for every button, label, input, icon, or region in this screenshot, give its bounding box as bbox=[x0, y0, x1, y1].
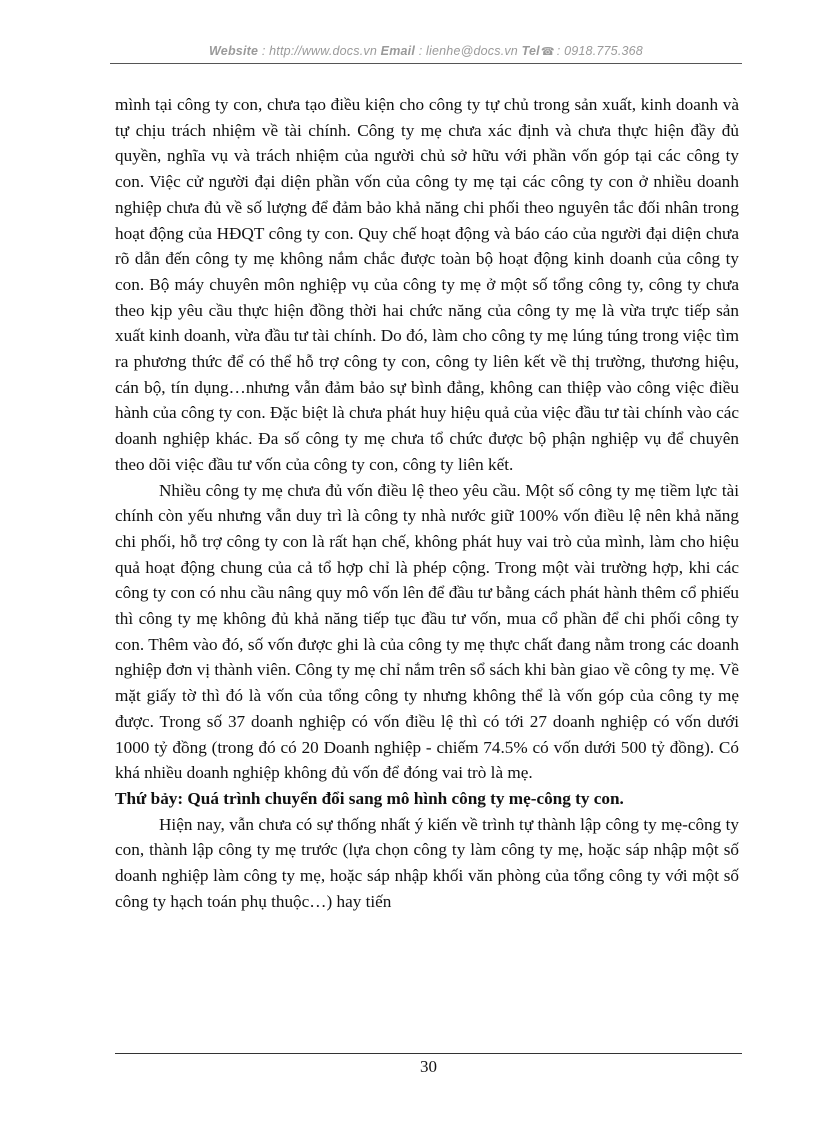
email-label: Email bbox=[380, 44, 416, 58]
footer-divider bbox=[115, 1053, 742, 1054]
section-heading: Thứ bảy: Quá trình chuyển đổi sang mô hình công ty mẹ-công ty con. bbox=[115, 788, 624, 808]
paragraph-continuation: mình tại công ty con, chưa tạo điều kiện cho công ty tự chủ trong sản xuất, kinh doanh và tự chịu trách nhiệm về tài chính. Công ty mẹ chưa xác định và chưa thực hiện đầy đủ quyền, nghĩa vụ và trách nhiệm của người chủ sở hữu với phần vốn góp tại các công ty con. Việc cử người đại diện phần vốn của công ty mẹ tại các công ty con ở nhiều doanh nghiệp chưa đủ về số lượng để đảm bảo khả năng chi phối theo nguyên tắc đối nhân trong hoạt động của HĐQT công ty con. Quy chế hoạt động và báo cáo của người đại diện chưa rõ dẫn đến công ty mẹ không nắm chắc được toàn bộ hoạt động kinh doanh của công ty con. Bộ máy chuyên môn nghiệp vụ của công ty mẹ ở một số tổng công ty, công ty chưa theo kịp yêu cầu thực hiện đồng thời hai chức năng của công ty mẹ là vừa trực tiếp sản xuất kinh doanh, vừa đầu tư tài chính. Do đó, làm cho công ty mẹ lúng túng trong việc tìm ra phương thức để có thể hỗ trợ công ty con, công ty liên kết về thị trường, thương hiệu, cán bộ, tín dụng…nhưng vẫn đảm bảo sự bình đẳng, không can thiệp vào công việc điều hành của công ty con. Đặc biệt là chưa phát huy hiệu quả của việc đầu tư tài chính vào các doanh nghiệp khác. Đa số công ty mẹ chưa tổ chức được bộ phận nghiệp vụ để chuyên theo dõi việc đầu tư vốn của công ty con, công ty liên kết. bbox=[115, 95, 739, 474]
email-value: : lienhe@docs.vn bbox=[415, 44, 522, 58]
tel-value: : 0918.775.368 bbox=[556, 44, 643, 58]
page-header bbox=[110, 44, 742, 58]
page-number: 30 bbox=[420, 1057, 437, 1076]
website-label: Website bbox=[209, 44, 259, 58]
header-divider bbox=[110, 63, 742, 64]
tel-label: Tel bbox=[521, 44, 540, 58]
phone-icon: ☎ bbox=[540, 46, 555, 58]
document-body bbox=[115, 92, 739, 915]
paragraph-capital: Nhiều công ty mẹ chưa đủ vốn điều lệ theo yêu cầu. Một số công ty mẹ tiềm lực tài chính còn yếu nhưng vẫn duy trì là công ty nhà nước giữ 100% vốn điều lệ nên khả năng chi phối, hỗ trợ công ty con là rất hạn chế, không phát huy vai trò của mình, làm cho hiệu quả hoạt động chung của cả tổ hợp chỉ là phép cộng. Trong một vài trường hợp, khi các công ty con có nhu cầu nâng quy mô vốn lên để đầu tư bằng cách phát hành thêm cổ phiếu thì công ty mẹ không đủ khả năng tiếp tục đầu tư vốn, mua cổ phần để chi phối công ty con. Thêm vào đó, số vốn được ghi là của công ty mẹ thực chất đang nằm trong các doanh nghiệp đơn vị thành viên. Công ty mẹ chỉ nắm trên sổ sách khi bàn giao về công ty mẹ. Về mặt giấy tờ thì đó là vốn của tổng công ty nhưng không thể là vốn góp của công ty mẹ được. Trong số 37 doanh nghiệp có vốn điều lệ thì có tới 27 doanh nghiệp có vốn dưới 1000 tỷ đồng (trong đó có 20 Doanh nghiệp - chiếm 74.5% có vốn dưới 500 tỷ đồng). Có khá nhiều doanh nghiệp không đủ vốn để đóng vai trò là mẹ. bbox=[115, 480, 739, 783]
website-value: : http://www.docs.vn bbox=[258, 44, 381, 58]
paragraph-transition: Hiện nay, vẫn chưa có sự thống nhất ý kiến về trình tự thành lập công ty mẹ-công ty con, thành lập công ty mẹ trước (lựa chọn công ty làm công ty mẹ, hoặc sáp nhập một số doanh nghiệp làm công ty mẹ, hoặc sáp nhập khối văn phòng của tổng công ty với một số công ty hạch toán phụ thuộc…) hay tiến bbox=[115, 814, 739, 911]
